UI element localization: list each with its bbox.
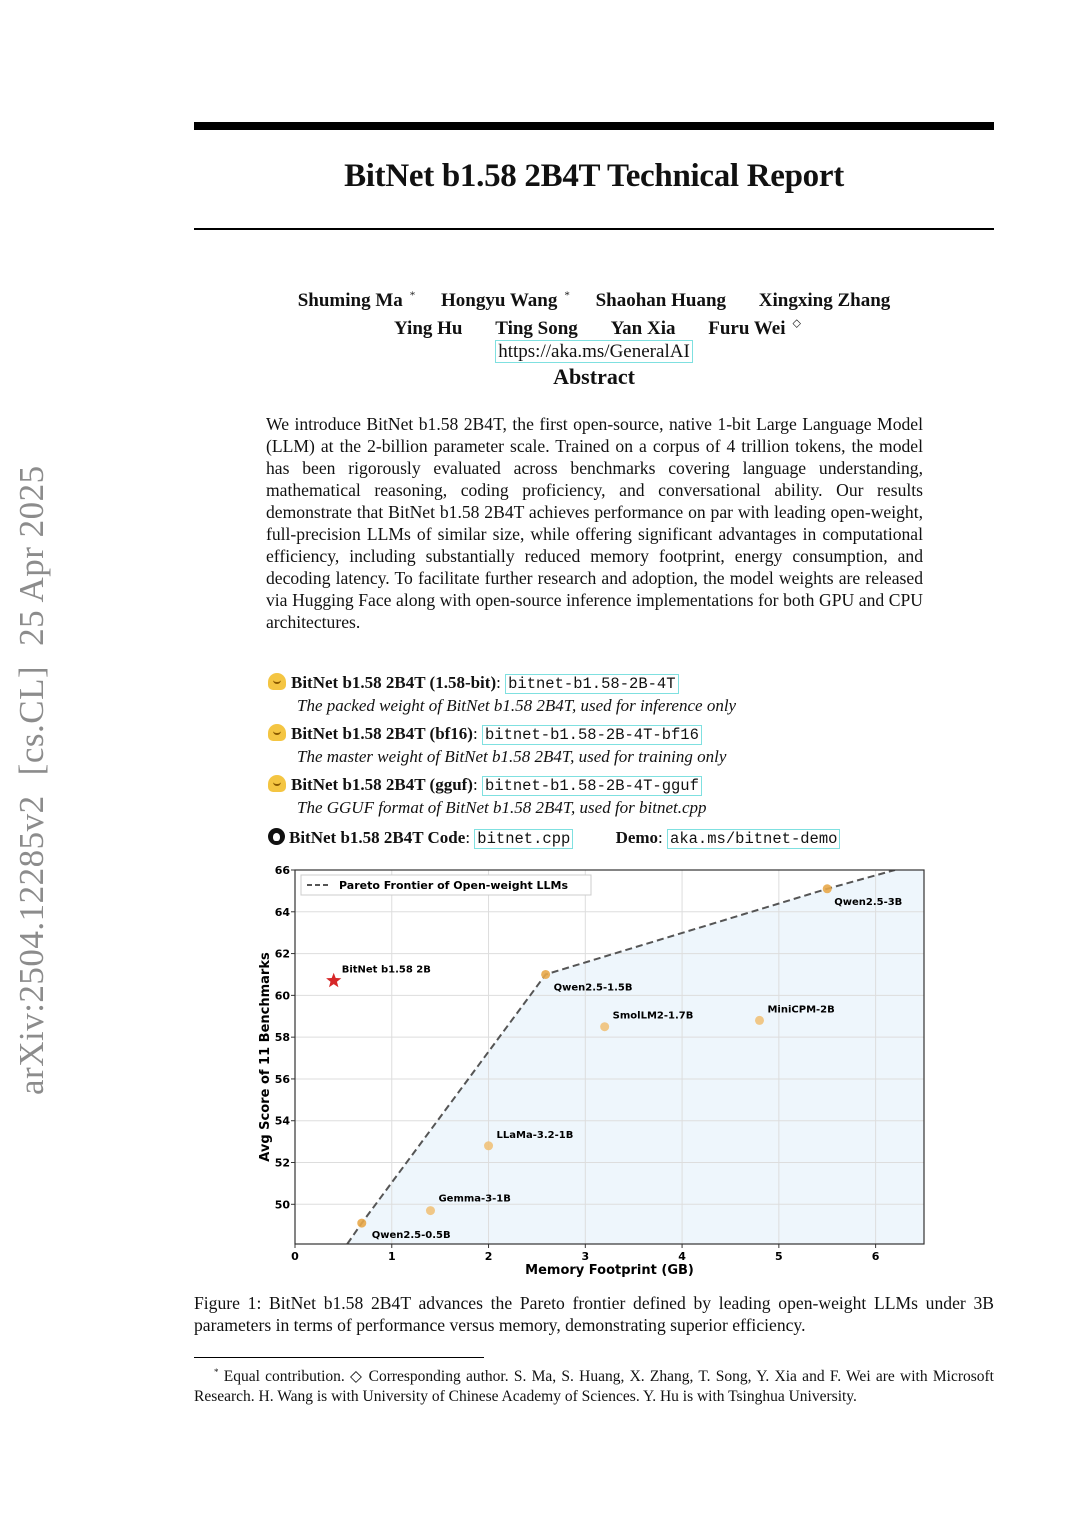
hugging-face-icon (268, 673, 286, 690)
y-tick-label: 52 (274, 1156, 290, 1170)
resource-description: The GGUF format of BitNet b1.58 2B4T, used for bitnet.cpp (297, 798, 707, 817)
abstract-text: We introduce BitNet b1.58 2B4T, the first open-source, native 1-bit Large Language Model (LLM) at the 2-billion parameter scale. Trained on a corpus of 4 trillion tokens, the model has been rigorously evaluated across benchmarks covering language understanding, mathematical reasoning, coding proficiency, and conversational ability. Our results demonstrate that BitNet b1.58 2B4T achieves performance on par with leading open-weight, full-precision LLMs of similar size, while offering significant advantages in computational efficiency, including substantially reduced memory footprint, energy consumption, and decoding latency. To facilitate further research and adoption, the model weights are released via Hugging Face along with open-source inference implementations for both GPU and CPU architectures. (266, 414, 923, 632)
hugging-face-icon (268, 775, 286, 792)
y-tick-label: 66 (274, 864, 290, 877)
data-point-label: SmolLM2-1.7B (612, 1010, 694, 1022)
arxiv-id: arXiv:2504.12285v2 (12, 795, 51, 1095)
footnote: * Equal contribution. ◇ Corresponding author. S. Ma, S. Huang, X. Zhang, T. Song, Y. Xia and F. Wei are with Microsoft Research. H. Wang is with University of Chinese Academy of Sciences. Y. Hu is with Tsinghua University. (194, 1367, 994, 1406)
resource-item: BitNet b1.58 2B4T (1.58-bit): bitnet-b1.58-2B-4T The packed weight of BitNet b1.58 2B4T, used for inference only (268, 672, 968, 716)
x-tick-label: 3 (581, 1250, 590, 1263)
resource-description: The master weight of BitNet b1.58 2B4T, used for training only (297, 747, 727, 766)
title-rule-bottom (194, 228, 994, 230)
author: Ying Hu (394, 317, 463, 339)
data-point-label: Gemma-3-1B (438, 1193, 511, 1205)
resource-item: BitNet b1.58 2B4T (gguf): bitnet-b1.58-2B-4T-gguf The GGUF format of BitNet b1.58 2B4T, used for bitnet.cpp (268, 774, 968, 818)
affiliation-link[interactable]: https://aka.ms/GeneralAI (495, 340, 693, 363)
y-axis-label: Avg Score of 11 Benchmarks (258, 952, 273, 1162)
y-tick-label: 56 (274, 1072, 290, 1086)
pareto-chart (250, 860, 940, 1285)
data-point-label: Qwen2.5-0.5B (371, 1230, 451, 1242)
author-block (194, 285, 994, 363)
legend-label: Pareto Frontier of Open-weight LLMs (339, 879, 569, 892)
y-tick-label: 50 (274, 1198, 290, 1212)
data-point (541, 970, 550, 979)
y-tick-label: 54 (274, 1114, 290, 1128)
resource-label: BitNet b1.58 2B4T (gguf) (291, 775, 473, 794)
code-item: BitNet b1.58 2B4T Code: bitnet.cpp Demo: aka.ms/bitnet-demo (268, 827, 968, 850)
resource-link[interactable]: bitnet-b1.58-2B-4T-gguf (482, 776, 702, 796)
data-point (823, 884, 832, 893)
data-point (357, 1219, 366, 1228)
data-point (426, 1206, 435, 1215)
hugging-face-icon (268, 724, 286, 741)
y-tick-label: 62 (274, 947, 290, 961)
x-axis-label: Memory Footprint (GB) (525, 1263, 694, 1278)
data-point-label: Qwen2.5-1.5B (553, 982, 633, 994)
author: Hongyu Wang * (441, 290, 570, 312)
demo-link[interactable]: aka.ms/bitnet-demo (667, 829, 840, 849)
footnote-rule (194, 1357, 484, 1358)
resource-link[interactable]: bitnet-b1.58-2B-4T-bf16 (482, 725, 702, 745)
author: Ting Song (495, 317, 578, 339)
author: Yan Xia (610, 317, 676, 339)
author: Furu Wei ◇ (708, 317, 801, 339)
arxiv-date: 25 Apr 2025 (12, 465, 51, 646)
title-rule-top (194, 122, 994, 130)
demo-label: Demo (615, 828, 659, 847)
arxiv-category: [cs.CL] (12, 665, 51, 776)
author-row-1 (194, 285, 994, 312)
y-tick-label: 58 (274, 1031, 290, 1045)
resource-label: BitNet b1.58 2B4T (1.58-bit) (291, 673, 497, 692)
y-tick-label: 60 (274, 989, 290, 1003)
x-tick-label: 4 (678, 1250, 686, 1263)
author: Xingxing Zhang (758, 290, 891, 312)
author: Shuming Ma * (297, 290, 416, 312)
x-tick-label: 2 (484, 1250, 493, 1263)
data-point-label: Qwen2.5-3B (834, 896, 903, 908)
frontier-region (347, 870, 924, 1244)
x-tick-label: 6 (871, 1250, 880, 1263)
arxiv-stamp (12, 445, 52, 1095)
x-tick-label: 5 (775, 1250, 783, 1263)
data-point-label: LLaMa-3.2-1B (496, 1129, 574, 1141)
code-link[interactable]: bitnet.cpp (474, 829, 573, 849)
resource-link[interactable]: bitnet-b1.58-2B-4T (505, 674, 678, 694)
data-point-label: BitNet b1.58 2B (341, 964, 431, 976)
data-point (600, 1022, 609, 1031)
paper-title: BitNet b1.58 2B4T Technical Report (344, 158, 844, 194)
data-point (755, 1016, 764, 1025)
resource-label: BitNet b1.58 2B4T (bf16) (291, 724, 473, 743)
figure-caption: Figure 1: BitNet b1.58 2B4T advances the Pareto frontier defined by leading open-weight LLMs under 3B parameters in terms of performance versus memory, demonstrating superior efficiency. (194, 1293, 994, 1335)
abstract-heading: Abstract (553, 364, 635, 389)
author: Shaohan Huang (595, 290, 727, 312)
author-row-2 (194, 312, 994, 339)
code-label: BitNet b1.58 2B4T Code (289, 828, 466, 847)
resource-description: The packed weight of BitNet b1.58 2B4T, used for inference only (297, 696, 737, 715)
resource-item: BitNet b1.58 2B4T (bf16): bitnet-b1.58-2B-4T-bf16 The master weight of BitNet b1.58 2B4T, used for training only (268, 723, 968, 767)
github-icon (268, 828, 285, 845)
y-tick-label: 64 (274, 905, 290, 919)
data-point-label: MiniCPM-2B (767, 1004, 835, 1016)
data-point (484, 1141, 493, 1150)
x-tick-label: 0 (291, 1250, 299, 1263)
x-tick-label: 1 (387, 1250, 396, 1263)
bitnet-star-marker (326, 973, 341, 987)
